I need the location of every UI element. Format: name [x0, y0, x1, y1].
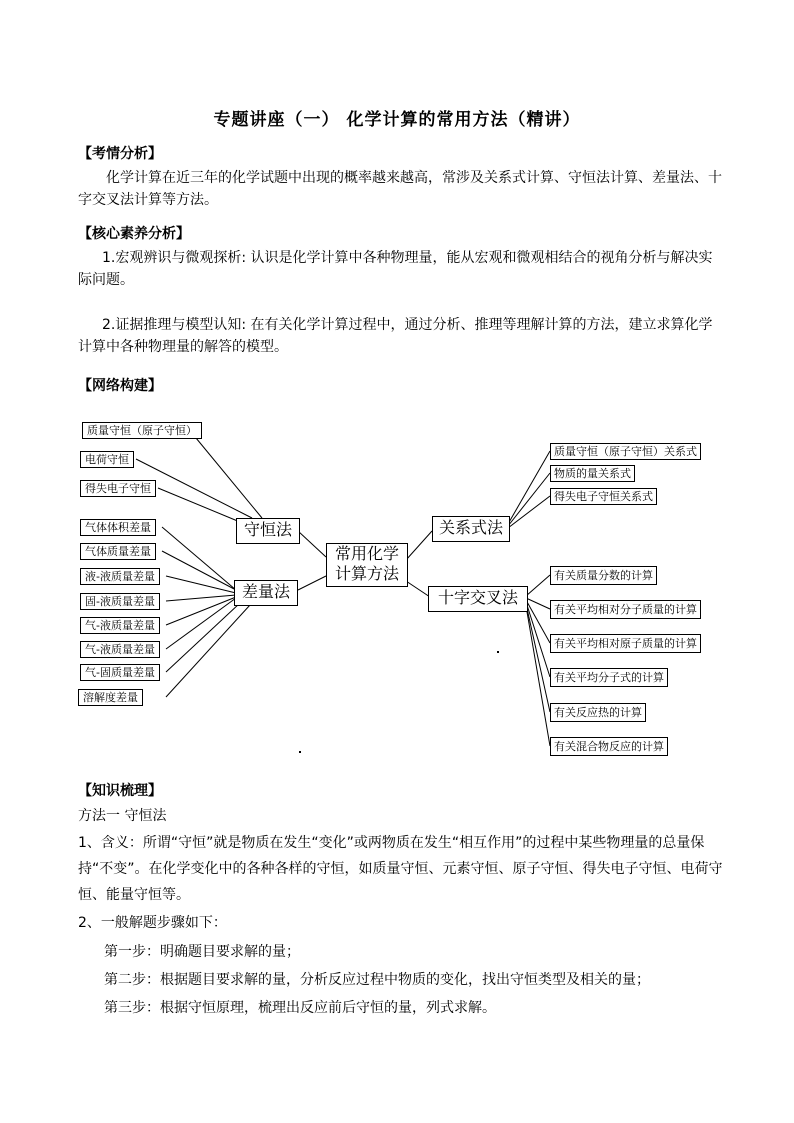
connector: [166, 597, 236, 625]
core-paragraph-1: 1.宏观辨识与微观探析: 认识是化学计算中各种物理量，能从宏观和微观相结合的视角分析与解决实际问题。: [78, 250, 713, 288]
method-title: 方法一 守恒法: [78, 808, 167, 824]
connector: [526, 604, 550, 712]
steps-intro: 2、一般解题步骤如下：: [78, 915, 227, 931]
connector: [166, 603, 240, 672]
step-3: 第三步：根据守恒原理，梳理出反应前后守恒的量，列式求解。: [104, 1000, 496, 1016]
connector: [406, 531, 432, 560]
cross-item: 有关反应热的计算: [550, 703, 646, 722]
node-center: [326, 543, 408, 587]
connector: [162, 527, 236, 590]
node-conservation: 守恒法: [236, 518, 300, 544]
connector: [526, 575, 550, 596]
connector: [166, 595, 236, 601]
relation-item: 得失电子守恒关系式: [550, 488, 657, 505]
conservation-item: 电荷守恒: [80, 451, 134, 468]
step-2: 第二步：根据题目要求解的量，分析反应过程中物质的变化，找出守恒类型及相关的量；: [104, 972, 650, 988]
cross-item: 有关平均相对分子质量的计算: [550, 600, 701, 619]
connector: [298, 576, 326, 590]
conservation-item: 得失电子守恒: [80, 480, 156, 497]
difference-item: 溶解度差量: [78, 689, 143, 706]
connector: [298, 531, 326, 557]
cross-item: 有关平均相对原子质量的计算: [550, 634, 701, 653]
difference-item: 液-液质量差量: [80, 568, 160, 585]
connector: [508, 473, 550, 526]
difference-item: 气-固质量差量: [80, 664, 160, 681]
difference-item: 气体体积差量: [80, 519, 156, 536]
page-title: 专题讲座（一） 化学计算的常用方法（精讲）: [213, 110, 581, 130]
step-1: 第一步：明确题目要求解的量；: [104, 944, 300, 960]
connector: [508, 496, 550, 528]
definition-paragraph: 1、含义：所谓“守恒”就是物质在发生“变化”或两物质在发生“相互作用”的过程中某些物理量的总量保持“不变”。在化学变化中的各种各样的守恒，如质量守恒、元素守恒、原子守恒、得失电子守恒、电荷守恒、能量守恒等。: [78, 835, 723, 903]
cross-item: 有关平均分子式的计算: [550, 668, 668, 687]
difference-item: 气-液质量差量: [80, 617, 160, 634]
center-line-2: 计算方法: [334, 564, 399, 583]
stray-dot: [299, 751, 301, 753]
center-line-1: 常用化学: [334, 544, 399, 563]
difference-item: 气体质量差量: [80, 543, 156, 560]
cross-item: 有关混合物反应的计算: [550, 737, 668, 756]
difference-item: 气-液质量差量: [80, 641, 160, 658]
difference-item: 固-液质量差量: [80, 593, 160, 610]
section-heading-knowledge: 【知识梳理】: [78, 783, 162, 799]
section-heading-analysis: 【考情分析】: [78, 146, 162, 162]
node-difference: 差量法: [234, 580, 298, 606]
node-relation: 关系式法: [432, 516, 510, 542]
section-heading-core: 【核心素养分析】: [78, 226, 190, 242]
connector: [526, 602, 550, 677]
node-cross: 十字交叉法: [428, 586, 528, 612]
cross-item: 有关质量分数的计算: [550, 566, 657, 585]
connector: [508, 451, 550, 524]
connector: [526, 606, 550, 746]
stray-dot: [497, 651, 499, 653]
core-paragraph-2: 2.证据推理与模型认知: 在有关化学计算过程中，通过分析、推理等理解计算的方法，建立求算化学计算中各种物理量的解答的模型。: [78, 317, 713, 355]
section-heading-network: 【网络构建】: [78, 378, 162, 394]
analysis-paragraph: 化学计算在近三年的化学试题中出现的概率越来越高，常涉及关系式计算、守恒法计算、差量法、十字交叉法计算等方法。: [78, 170, 722, 208]
relation-item: 质量守恒（原子守恒）关系式: [550, 443, 701, 460]
connector: [158, 488, 240, 522]
relation-item: 物质的量关系式: [550, 465, 635, 482]
connector: [406, 581, 430, 597]
connector: [166, 598, 236, 649]
conservation-item: 质量守恒（原子守恒）: [82, 422, 202, 439]
